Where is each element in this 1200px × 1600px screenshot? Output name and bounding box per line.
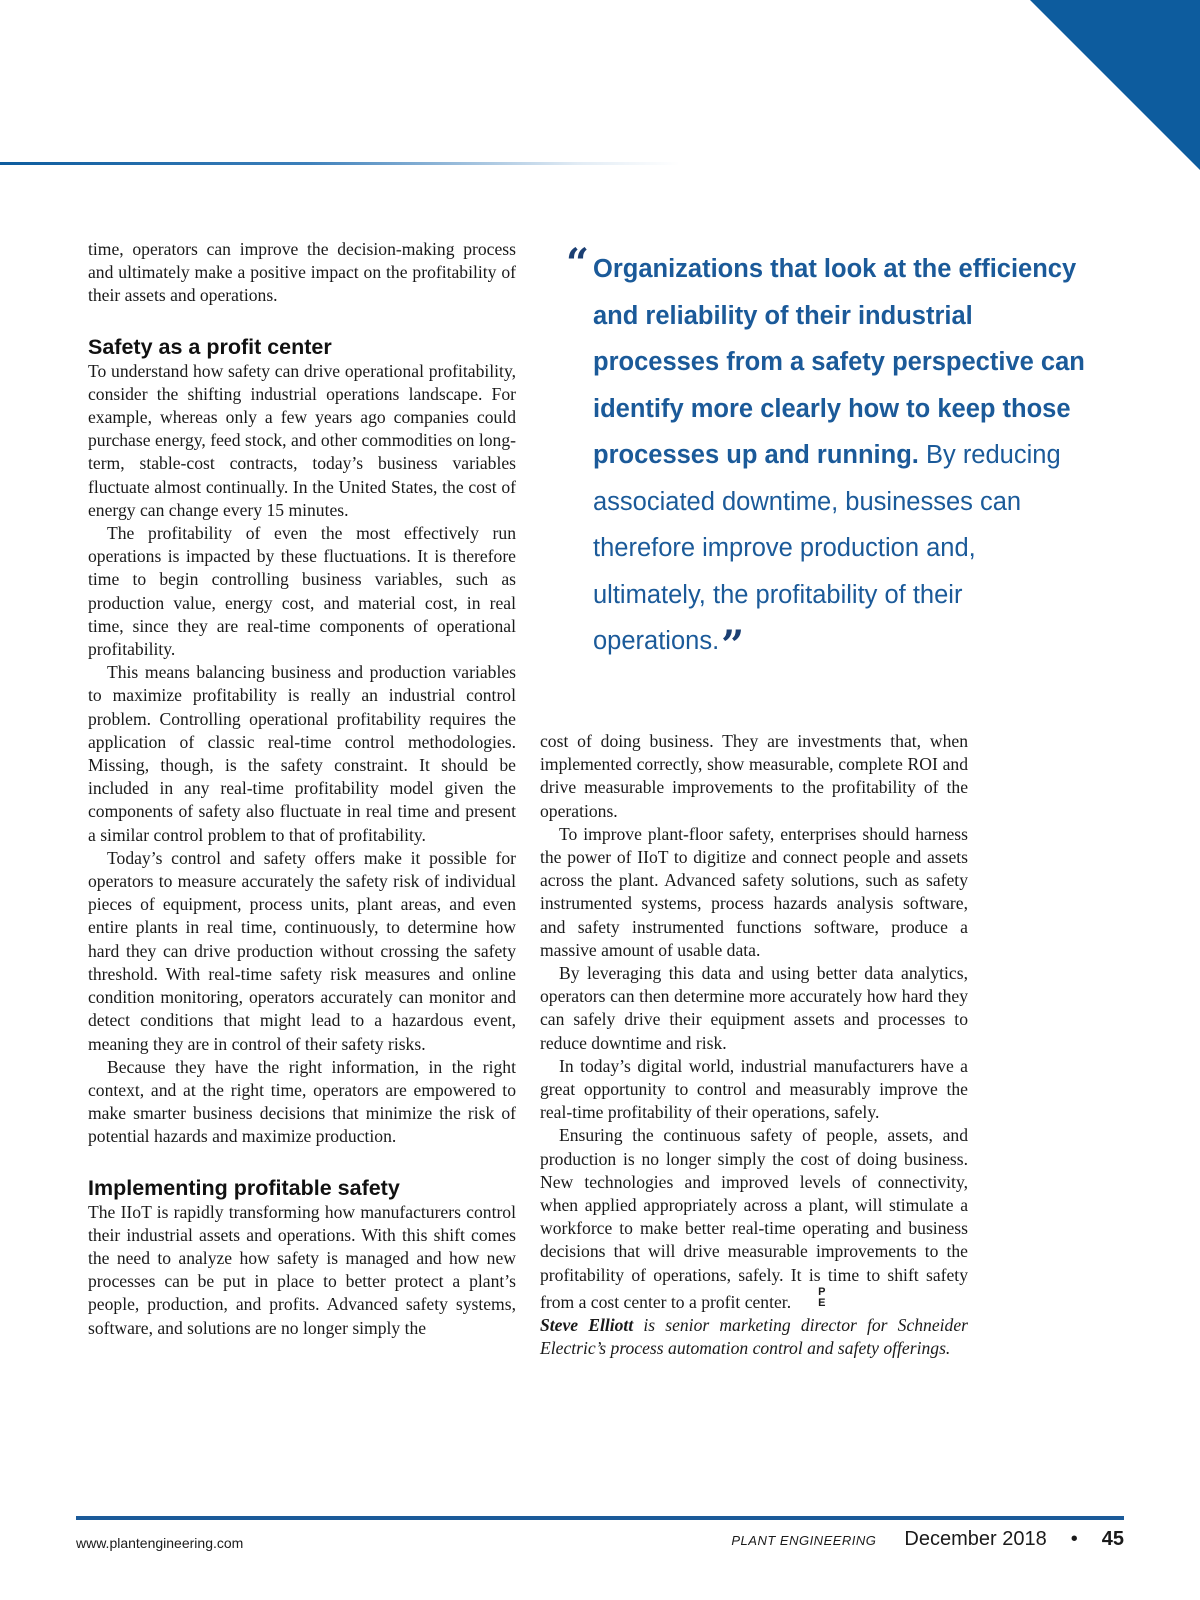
pull-quote: “ Organizations that look at the efficiency and reliability of their industrial processes from a safety perspective can identify more clearly how to keep those processes up and running. By reducing associated downtime, businesses can therefore improve production and, ultimately, the profitability of their operations.” — [566, 240, 1085, 669]
body-paragraph: Because they have the right information, in the right context, and at the right time, operators are empowered to make smarter business decisions that minimize the risk of potential hazards and maximize production. — [88, 1056, 516, 1147]
section-heading-safety-profit-center: Safety as a profit center — [88, 334, 332, 359]
close-quote-mark: ” — [721, 622, 745, 669]
body-paragraph: This means balancing business and production variables to maximize profitability is really an industrial control problem. Controlling operational profitability requires the application of classic real-time control methodologies. Missing, though, is the safety constraint. It should be included in any real-time profitability model given the components of safety also fluctuate in real time and present a similar control problem to that of profitability. — [88, 662, 516, 845]
closing-paragraph — [540, 1124, 968, 1314]
closing-paragraph-text: Ensuring the continuous safety of people, assets, and production is no longer simply the cost of doing business. New technologies and improved levels of connectivity, when applied appropriately across a plant, will stimulate a workforce to make better real-time operating and business decisions that will drive measurable improvements to the profitability of operations, safely. It is time to shift safety from a cost center to a profit center. — [540, 1125, 968, 1312]
footer-magazine-name: PLANT ENGINEERING — [731, 1533, 877, 1548]
body-paragraph: cost of doing business. They are investments that, when implemented correctly, show measurable, complete ROI and drive measurable improvements to the profitability of the operations. — [540, 731, 968, 821]
footer-website-url: www.plantengineering.com — [76, 1535, 244, 1551]
body-paragraph: In today’s digital world, industrial manufacturers have a great opportunity to control and measurably improve the real-time profitability of their operations, safely. — [540, 1055, 968, 1123]
footer-bullet-separator: • — [1070, 1528, 1078, 1550]
footer-folio — [731, 1528, 1124, 1551]
intro-paragraph: time, operators can improve the decision-making process and ultimately make a positive impact on the profitability of their assets and operations. — [88, 239, 516, 306]
pull-quote-light-text: By reducing associated downtime, businesses can therefore improve production and, ultimately, the profitability of their operations. — [593, 441, 1061, 655]
author-bio-text: is senior marketing director for Schneider Electric’s process automation control and safety offerings. — [540, 1315, 968, 1359]
author-name: Steve Elliott — [540, 1315, 634, 1336]
body-paragraph: To understand how safety can drive operational profitability, consider the shifting industrial operations landscape. For example, whereas only a few years ago companies could purchase energy, feed stock, and other commodities on long-term, stable-cost contracts, today’s business variables fluctuate almost continually. In the United States, the cost of energy can change every 15 minutes. — [88, 360, 516, 520]
author-bio — [540, 1314, 968, 1360]
section-heading-implementing-profitable-safety: Implementing profitable safety — [88, 1175, 400, 1200]
pull-quote-bold-text: Organizations that look at the efficiency and reliability of their industrial processes from a safety perspective can identify more clearly how to keep those processes up and running. — [593, 255, 1085, 469]
article-right-column — [540, 730, 968, 1360]
corner-accent-shape — [1000, 0, 1200, 200]
article-left-column — [88, 238, 516, 1340]
footer-page-number: 45 — [1101, 1528, 1124, 1550]
body-paragraph: The IIoT is rapidly transforming how manufacturers control their industrial assets and operations. With this shift comes the need to analyze how safety is managed and how new processes can be put in place to better protect a plant’s people, production, and profits. Advanced safety systems, software, and solutions are no longer simply the — [88, 1201, 516, 1338]
end-of-article-mark — [799, 1287, 825, 1309]
end-mark-top-letter: P — [818, 1285, 826, 1298]
footer-rule — [76, 1516, 1124, 1520]
header-rule — [0, 162, 680, 165]
body-paragraph: By leveraging this data and using better data analytics, operators can then determine more accurately how hard they can safely drive their equipment assets and processes to reduce downtime and risk. — [540, 963, 968, 1053]
body-paragraph: Today’s control and safety offers make it possible for operators to measure accurately the safety risk of individual pieces of equipment, process units, plant areas, and even entire plants in real time, continuously, to determine how hard they can drive production without crossing the safety threshold. With real-time safety risk measures and online condition monitoring, operators accurately can monitor and detect conditions that might lead to a hazardous event, meaning they are in control of their safety risks. — [88, 847, 516, 1054]
footer-issue-date: December 2018 — [904, 1528, 1047, 1550]
body-paragraph: The profitability of even the most effectively run operations is impacted by these fluctuations. It is therefore time to begin controlling business variables, such as production value, energy cost, and material cost, in real time, since they are real-time components of operational profitability. — [88, 523, 516, 660]
body-paragraph: To improve plant-floor safety, enterprises should harness the power of IIoT to digitize and connect people and assets across the plant. Advanced safety solutions, such as safety instrumented systems, process hazards analysis software, and safety instrumented functions software, produce a massive amount of usable data. — [540, 823, 968, 960]
end-mark-bottom-letter: E — [818, 1296, 826, 1309]
